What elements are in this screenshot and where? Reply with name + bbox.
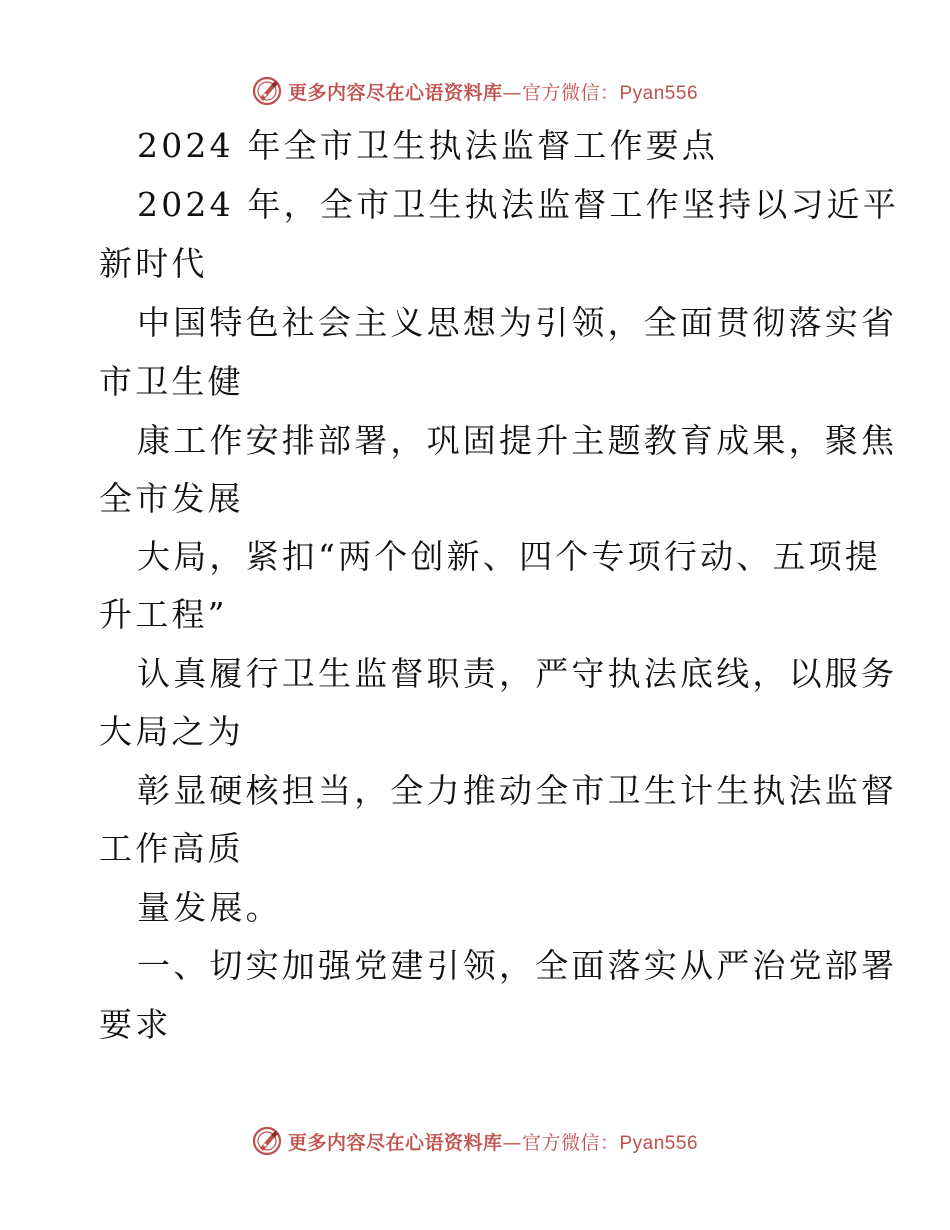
banner-wechat-label: 官方微信： xyxy=(521,1131,620,1154)
footer-banner xyxy=(0,1121,950,1161)
paragraph-line: 大局，紧扣“两个创新、四个专项行动、五项提 xyxy=(137,537,882,576)
paragraph-line: 市卫生健 xyxy=(99,362,244,401)
banner-separator: — xyxy=(502,81,522,104)
paragraph-line: 升工程” xyxy=(99,595,228,634)
paragraph-line: 彰显硬核担当，全力推动全市卫生计生执法监督 xyxy=(137,771,898,810)
paragraph-line: 全市发展 xyxy=(99,479,244,518)
pen-nib-logo-icon xyxy=(252,1126,282,1156)
paragraph-line: 工作高质 xyxy=(99,829,244,868)
paragraph-line: 2024 年，全市卫生执法监督工作坚持以习近平 xyxy=(137,185,900,224)
document-title: 2024 年全市卫生执法监督工作要点 xyxy=(137,126,719,165)
paragraph-line: 量发展。 xyxy=(137,888,282,927)
banner-main-text: 更多内容尽在心语资料库 xyxy=(287,81,503,104)
section-heading: 一、切实加强党建引领，全面落实从严治党部署 xyxy=(137,946,898,985)
banner-main-text: 更多内容尽在心语资料库 xyxy=(287,1131,503,1154)
paragraph-line: 中国特色社会主义思想为引领，全面贯彻落实省 xyxy=(137,303,898,342)
banner-wechat-id: Pyan556 xyxy=(619,1132,699,1154)
section-heading-continuation: 要求 xyxy=(99,1005,172,1044)
banner-separator: — xyxy=(502,1131,522,1154)
banner-wechat-id: Pyan556 xyxy=(619,82,699,104)
banner-wechat-label: 官方微信： xyxy=(521,81,620,104)
paragraph-line: 大局之为 xyxy=(99,712,244,751)
paragraph-line: 新时代 xyxy=(99,244,208,283)
paragraph-line: 认真履行卫生监督职责，严守执法底线，以服务 xyxy=(137,654,898,693)
paragraph-line: 康工作安排部署，巩固提升主题教育成果，聚焦 xyxy=(137,421,898,460)
